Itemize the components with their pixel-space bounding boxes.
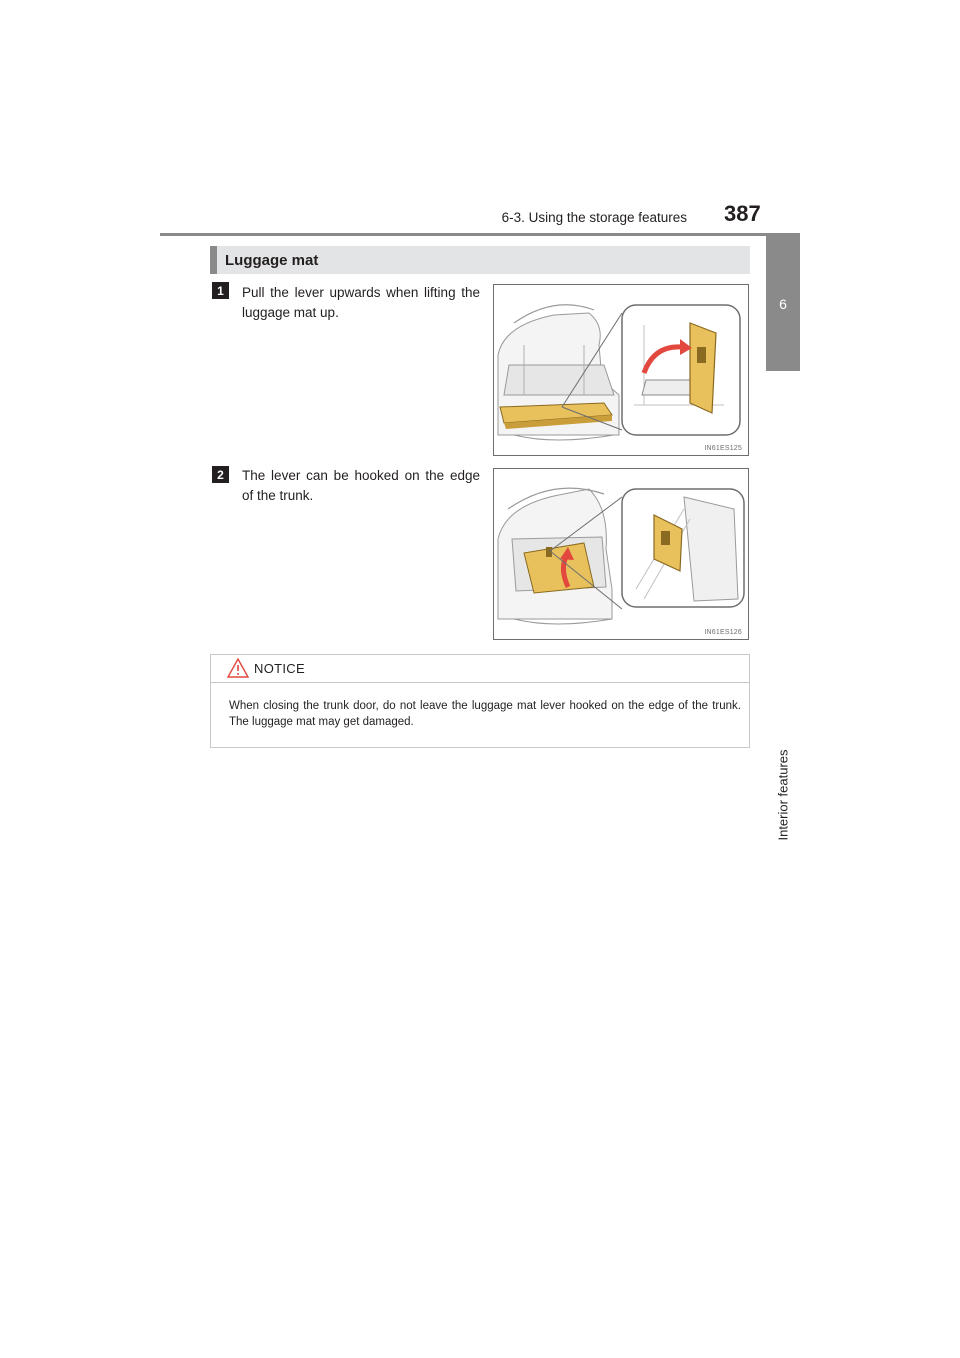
figure-hook-lever <box>493 468 749 640</box>
chapter-number: 6 <box>779 295 787 312</box>
section-title: Luggage mat <box>225 251 319 269</box>
warning-icon <box>227 658 249 678</box>
header-rule <box>160 233 800 236</box>
step-number-1: 1 <box>212 282 229 299</box>
chapter-tab <box>766 236 800 371</box>
section-heading <box>210 246 750 274</box>
notice-box <box>210 654 750 748</box>
figure-code-1: IN61ES125 <box>704 445 742 452</box>
step-number-2: 2 <box>212 466 229 483</box>
step-text-1: Pull the lever upwards when lifting the luggage mat up. <box>242 285 480 320</box>
trunk-edge-illustration <box>494 469 749 640</box>
chapter-title: Interior features <box>775 749 791 841</box>
trunk-lever-illustration <box>494 285 749 456</box>
page-number: 387 <box>724 201 761 226</box>
figure-code-2: IN61ES126 <box>704 629 742 636</box>
running-header-title: 6-3. Using the storage features <box>501 210 687 225</box>
section-heading-accent <box>210 246 217 274</box>
step-text-2: The lever can be hooked on the edge of the trunk. <box>242 468 480 503</box>
notice-label: NOTICE <box>254 661 305 676</box>
notice-text: When closing the trunk door, do not leave the luggage mat lever hooked on the edge of the trunk. The luggage mat may get damaged. <box>229 700 741 728</box>
notice-header <box>211 655 749 683</box>
figure-lift-lever <box>493 284 749 456</box>
